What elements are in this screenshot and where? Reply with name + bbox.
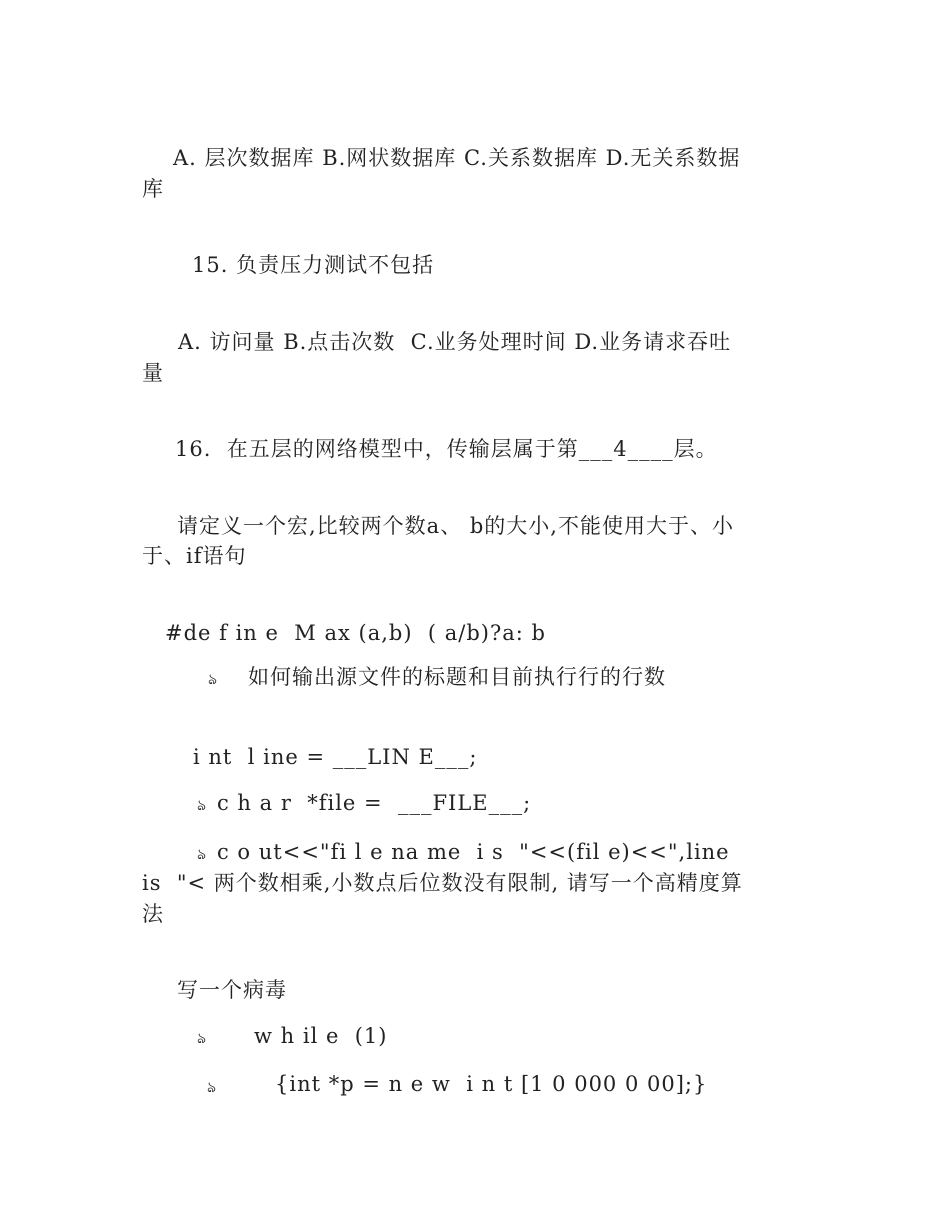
q16-question: 16. 在五层的网络模型中，传输层属于第___4____层。 <box>175 437 718 461</box>
code-cout-wrap-2: 法 <box>142 902 164 926</box>
macro-question: 请定义一个宏,比较两个数a、 b的大小,不能使用大于、小 <box>177 514 734 538</box>
q15-question: 15. 负责压力测试不包括 <box>192 253 435 277</box>
bullet-icon: ঌ <box>197 796 207 814</box>
macro-code: #de f in e M ax (a,b) ( a/b)?a: b <box>165 621 546 645</box>
new-alloc-line: {int *p = n e w i n t [1 0 000 0 00];} <box>275 1072 708 1096</box>
virus-question: 写一个病毒 <box>177 978 287 1002</box>
code-line-var: i nt l ine = ___LIN E___; <box>193 745 478 769</box>
code-cout: c o ut<<"fi l e na me i s "<<(fil e)<<",line <box>217 840 730 864</box>
bullet-icon: ঌ <box>197 845 207 863</box>
q15-options-wrap: 量 <box>142 361 164 385</box>
file-question: 如何输出源文件的标题和目前执行行的行数 <box>248 665 666 689</box>
code-file-var: c h a r *file = ___FILE___; <box>217 791 532 815</box>
code-cout-wrap: is "< 两个数相乘,小数点后位数没有限制, 请写一个高精度算 <box>142 871 743 895</box>
bullet-icon: ঌ <box>208 670 218 688</box>
bullet-icon: ঌ <box>197 1029 207 1047</box>
macro-question-wrap: 于、if语句 <box>142 544 247 568</box>
q14-options-wrap: 库 <box>142 177 164 201</box>
while-loop-line: w h il e (1) <box>254 1024 388 1048</box>
bullet-icon: ঌ <box>207 1078 217 1096</box>
q14-options: A. 层次数据库 B.网状数据库 C.关系数据库 D.无关系数据 <box>173 146 741 170</box>
q15-options: A. 访问量 B.点击次数 C.业务处理时间 D.业务请求吞吐 <box>178 330 732 354</box>
